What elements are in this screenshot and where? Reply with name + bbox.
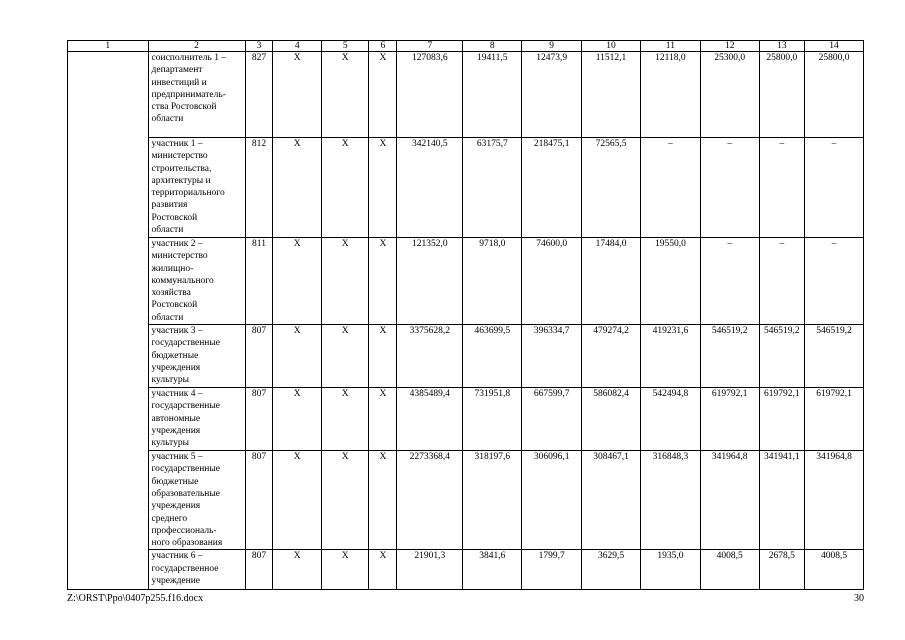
table-cell: Х — [273, 52, 322, 138]
header-cell: 1 — [68, 41, 149, 52]
table-cell: – — [700, 238, 759, 325]
table-cell: Х — [369, 238, 397, 325]
table-cell: 218475,1 — [522, 138, 582, 238]
table-cell: Х — [321, 325, 368, 388]
table-cell: 19550,0 — [640, 238, 700, 325]
table-cell: 731951,8 — [463, 388, 522, 451]
table-cell: Х — [369, 325, 397, 388]
participant-name-cell: соисполнитель 1 – департамент инвестиций и предприниматель- ства Ростовской области — [148, 52, 245, 138]
table-cell: 25300,0 — [700, 52, 759, 138]
table-cell: Х — [321, 451, 368, 550]
table-cell: – — [640, 138, 700, 238]
header-cell: 10 — [582, 41, 641, 52]
participant-name-cell: участник 5 – государственные бюджетные образовательные учреждения среднего профессиональ- ного образования — [148, 451, 245, 550]
table-cell: – — [759, 238, 804, 325]
table-cell: 619792,1 — [759, 388, 804, 451]
table-cell: Х — [369, 550, 397, 590]
table-cell: 12473,9 — [522, 52, 582, 138]
table-cell: 463699,5 — [463, 325, 522, 388]
table-cell: 341964,8 — [700, 451, 759, 550]
table-cell: Х — [321, 550, 368, 590]
table-cell: Х — [369, 52, 397, 138]
header-cell: 8 — [463, 41, 522, 52]
table-cell: 72565,5 — [582, 138, 641, 238]
table-row — [68, 138, 864, 238]
header-cell: 7 — [397, 41, 463, 52]
table-cell: 4008,5 — [700, 550, 759, 590]
table-body — [68, 52, 864, 590]
table-cell: 12118,0 — [640, 52, 700, 138]
table-cell: 318197,6 — [463, 451, 522, 550]
table-cell: 4008,5 — [805, 550, 864, 590]
participant-name-cell: участник 3 – государственные бюджетные учреждения культуры — [148, 325, 245, 388]
table-cell: 2273368,4 — [397, 451, 463, 550]
table-cell: 807 — [245, 550, 273, 590]
table-cell: 827 — [245, 52, 273, 138]
table-cell: 1935,0 — [640, 550, 700, 590]
table-cell — [68, 325, 149, 388]
table-cell: Х — [273, 138, 322, 238]
table-cell: 807 — [245, 451, 273, 550]
table-cell: 21901,3 — [397, 550, 463, 590]
table-row — [68, 388, 864, 451]
table-cell: 807 — [245, 325, 273, 388]
table-cell: 1799,7 — [522, 550, 582, 590]
table-cell: 619792,1 — [700, 388, 759, 451]
table-cell: – — [700, 138, 759, 238]
table-cell — [68, 138, 149, 238]
table-cell: 2678,5 — [759, 550, 804, 590]
table-cell: 3375628,2 — [397, 325, 463, 388]
table-cell: 667599,7 — [522, 388, 582, 451]
table-cell: 619792,1 — [805, 388, 864, 451]
table-cell: Х — [273, 325, 322, 388]
table-cell — [68, 388, 149, 451]
header-cell: 14 — [805, 41, 864, 52]
table-cell: 3841,6 — [463, 550, 522, 590]
table-cell: – — [805, 238, 864, 325]
table-cell: Х — [369, 451, 397, 550]
table-cell: 17484,0 — [582, 238, 641, 325]
table-cell: 74600,0 — [522, 238, 582, 325]
table-cell: Х — [273, 238, 322, 325]
table-header — [68, 41, 864, 52]
table-cell: – — [805, 138, 864, 238]
header-cell: 13 — [759, 41, 804, 52]
header-cell: 12 — [700, 41, 759, 52]
table-cell: 127083,6 — [397, 52, 463, 138]
table-cell: 419231,6 — [640, 325, 700, 388]
header-row — [68, 41, 864, 52]
table-cell: 479274,2 — [582, 325, 641, 388]
table-cell: Х — [273, 451, 322, 550]
document-path: Z:\ORST\Ppo\0407p255.f16.docx — [67, 593, 204, 604]
table-cell: 306096,1 — [522, 451, 582, 550]
table-row — [68, 52, 864, 138]
table-cell — [68, 238, 149, 325]
participant-name-cell: участник 6 – государственное учреждение — [148, 550, 245, 590]
table-cell: 396334,7 — [522, 325, 582, 388]
table-cell: Х — [321, 388, 368, 451]
table-cell: 341964,8 — [805, 451, 864, 550]
participant-name-cell: участник 1 – министерство строительства, архитектуры и территориального развития Ростовской области — [148, 138, 245, 238]
header-cell: 9 — [522, 41, 582, 52]
table-cell: Х — [321, 52, 368, 138]
table-cell: 4385489,4 — [397, 388, 463, 451]
table-cell: Х — [369, 388, 397, 451]
table-cell: 63175,7 — [463, 138, 522, 238]
participant-name-cell: участник 2 – министерство жилищно- коммунального хозяйства Ростовской области — [148, 238, 245, 325]
header-cell: 3 — [245, 41, 273, 52]
table-cell: Х — [321, 138, 368, 238]
table-cell — [68, 52, 149, 138]
budget-table — [67, 40, 864, 590]
table-cell: 546519,2 — [805, 325, 864, 388]
table-cell: 25800,0 — [805, 52, 864, 138]
table-cell: 807 — [245, 388, 273, 451]
table-cell — [68, 451, 149, 550]
table-cell: 812 — [245, 138, 273, 238]
table-cell: 19411,5 — [463, 52, 522, 138]
table-cell: 121352,0 — [397, 238, 463, 325]
header-cell: 2 — [148, 41, 245, 52]
table-row — [68, 550, 864, 590]
table-cell: 25800,0 — [759, 52, 804, 138]
table-cell: Х — [273, 388, 322, 451]
table-cell: 316848,3 — [640, 451, 700, 550]
table-row — [68, 238, 864, 325]
table-cell: 3629,5 — [582, 550, 641, 590]
table-cell: 308467,1 — [582, 451, 641, 550]
table-cell: 341941,1 — [759, 451, 804, 550]
table-cell: 11512,1 — [582, 52, 641, 138]
table-cell: 586082,4 — [582, 388, 641, 451]
table-cell: 9718,0 — [463, 238, 522, 325]
table-cell: – — [759, 138, 804, 238]
participant-name-cell: участник 4 – государственные автономные учреждения культуры — [148, 388, 245, 451]
table-row — [68, 451, 864, 550]
table-cell: Х — [369, 138, 397, 238]
table-cell: 546519,2 — [759, 325, 804, 388]
table-cell: 811 — [245, 238, 273, 325]
header-cell: 11 — [640, 41, 700, 52]
table-cell: 342140,5 — [397, 138, 463, 238]
header-cell: 4 — [273, 41, 322, 52]
table-cell — [68, 550, 149, 590]
table-cell: Х — [273, 550, 322, 590]
table-cell: Х — [321, 238, 368, 325]
table-cell: 542494,8 — [640, 388, 700, 451]
header-cell: 6 — [369, 41, 397, 52]
table-row — [68, 325, 864, 388]
page-number: 30 — [854, 593, 864, 604]
table-cell: 546519,2 — [700, 325, 759, 388]
header-cell: 5 — [321, 41, 368, 52]
